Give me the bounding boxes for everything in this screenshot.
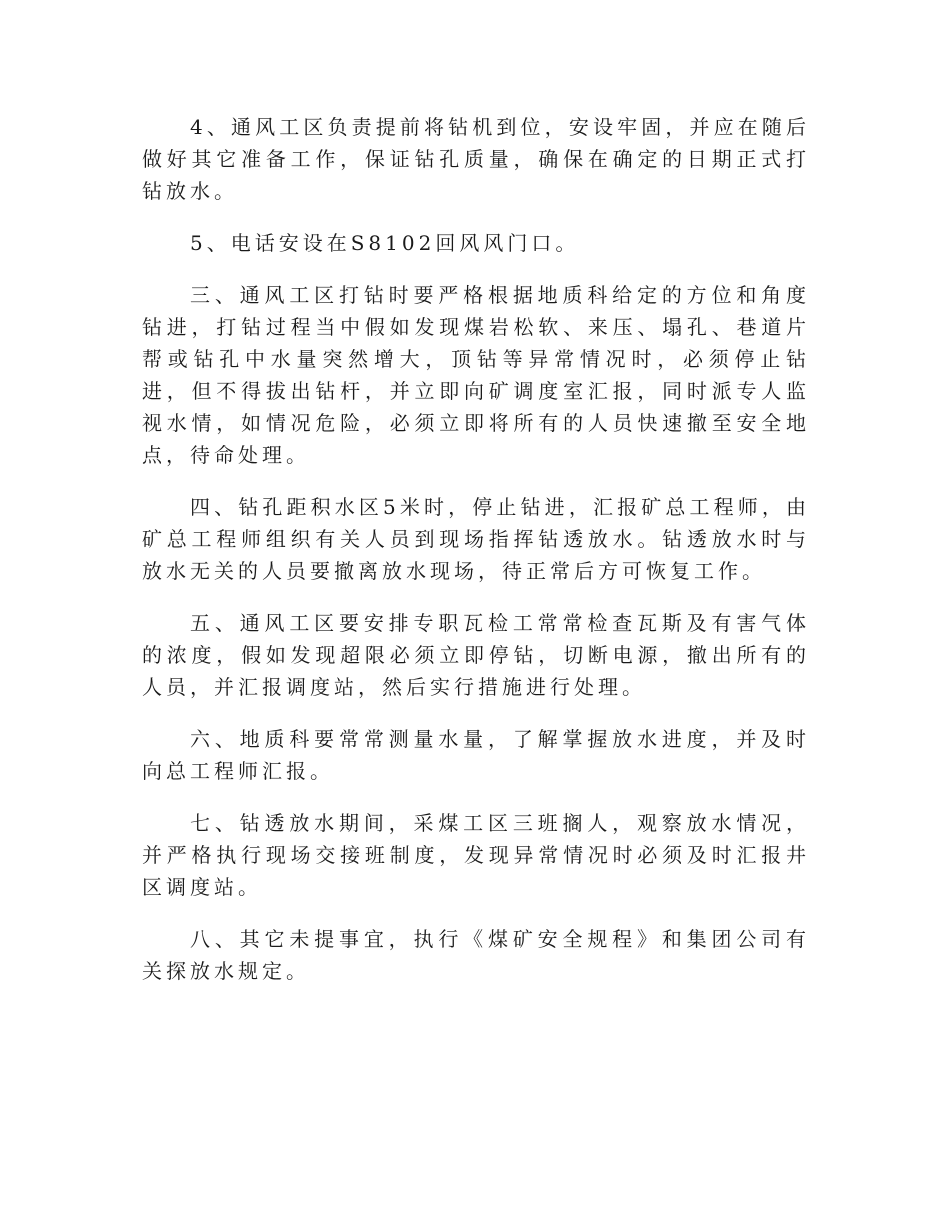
paragraph-section-8: 八、其它未提事宜，执行《煤矿安全规程》和集团公司有关探放水规定。: [142, 927, 810, 983]
paragraph-section-5: 五、通风工区要安排专职瓦检工常常检查瓦斯及有害气体的浓度，假如发现超限必须立即停钻，切断电源，撤出所有的人员，并汇报调度站，然后实行措施进行处理。: [142, 611, 810, 699]
document-body: [142, 111, 810, 1007]
paragraph-section-4: 四、钻孔距积水区5米时，停止钻进，汇报矿总工程师，由矿总工程师组织有关人员到现场指挥钻透放水。钻透放水时与放水无关的人员要撤离放水现场，待正常后方可恢复工作。: [142, 495, 810, 583]
paragraph-section-3: 三、通风工区打钻时要严格根据地质科给定的方位和角度钻进，打钻过程当中假如发现煤岩松软、来压、塌孔、巷道片帮或钻孔中水量突然增大，顶钻等异常情况时，必须停止钻进，但不得拔出钻杆，并立即向矿调度室汇报，同时派专人监视水情，如情况危险，必须立即将所有的人员快速撤至安全地点，待命处理。: [142, 283, 810, 467]
paragraph-item-5: 5、电话安设在S8102回风风门口。: [190, 231, 580, 255]
paragraph-section-6: 六、地质科要常常测量水量，了解掌握放水进度，并及时向总工程师汇报。: [142, 727, 810, 783]
paragraph-item-4: 4、通风工区负责提前将钻机到位，安设牢固，并应在随后做好其它准备工作，保证钻孔质量，确保在确定的日期正式打钻放水。: [142, 115, 810, 203]
paragraph-section-7: 七、钻透放水期间，采煤工区三班搁人，观察放水情况，并严格执行现场交接班制度，发现异常情况时必须及时汇报井区调度站。: [142, 811, 810, 899]
